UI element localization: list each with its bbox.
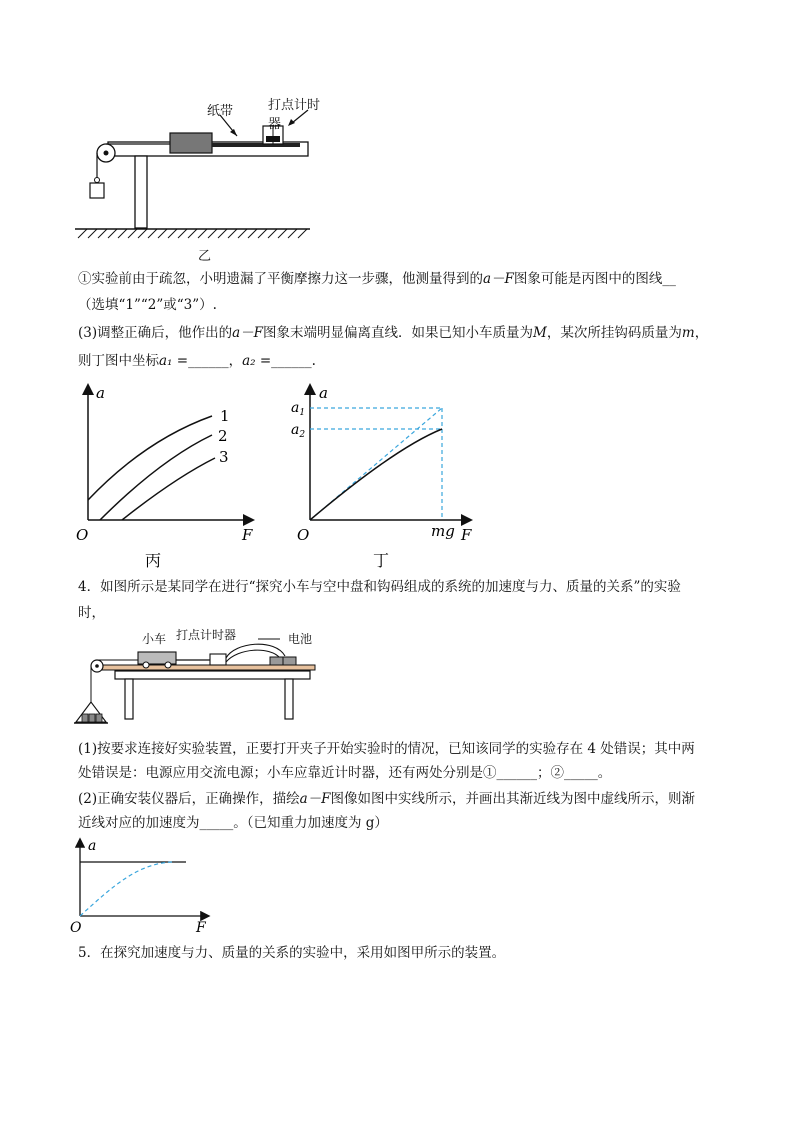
axis-y-label: a <box>88 838 97 854</box>
axis-x-label: F <box>242 526 253 544</box>
q3-text: ，某次所挂钩码质量为 <box>546 325 682 341</box>
q3-text: 图象可能是丙图中的图线__ <box>513 271 676 287</box>
line-3 <box>122 458 215 520</box>
blank-a2[interactable]: ______ <box>271 353 312 369</box>
graph-ding <box>285 378 485 578</box>
figure-yi-apparatus <box>70 90 330 265</box>
figure-bing-graph <box>70 378 265 578</box>
var-aF: a－F <box>232 325 264 341</box>
origin-label: O <box>297 526 310 544</box>
tick-a2-label: $a_2$ <box>291 422 306 440</box>
figure-q4-apparatus <box>70 628 330 730</box>
q4-text: 图像如图中实线所示，并画出其渐近线为图中虚线所示，则渐 <box>330 791 696 807</box>
var-m: m <box>681 325 695 341</box>
axis-y-label: a <box>96 384 105 402</box>
q3-text: ①实验前由于疏忽，小明遗漏了平衡摩擦力这一步骤，他测量得到的 <box>78 271 483 287</box>
axis-x-label: F <box>196 920 206 936</box>
line-1 <box>88 416 212 500</box>
figure-caption-yi: 乙 <box>198 249 212 264</box>
var-a2: a₂ = <box>242 353 272 369</box>
line-2 <box>100 435 212 520</box>
label-cart: 小车 <box>142 632 167 646</box>
tick-a1-label: $a_1$ <box>291 400 306 418</box>
figure-caption-ding: 丁 <box>373 551 390 570</box>
line-1-label: 1 <box>220 407 230 425</box>
q4-s1-line2: 处错误是：电源应用交流电源；小车应靠近计时器，还有两处分别是①______；②_____。 <box>78 765 612 781</box>
curve <box>80 862 173 916</box>
tick-mg-label: mg <box>431 522 455 540</box>
graph-q4 <box>68 836 218 936</box>
q3-text: ， <box>694 325 709 341</box>
q4-text: (2)正确安装仪器后，正确操作，描绘 <box>78 791 300 807</box>
label-battery: 电池 <box>288 632 313 646</box>
var-aF: a－F <box>483 271 514 287</box>
axis-x-label: F <box>461 526 472 544</box>
line-2-label: 2 <box>218 427 228 445</box>
curve <box>310 429 442 520</box>
q4-s2-line2: 近线对应的加速度为_____。（已知重力加速度为 g） <box>78 815 388 831</box>
q4-stem-line1: 4．如图所示是某同学在进行“探究小车与空中盘和钩码组成的系统的加速度与力、质量的关系”的实验 <box>78 579 681 595</box>
var-a1: a₁ = <box>159 353 189 369</box>
q3-text: 图象末端明显偏离直线．如果已知小车质量为 <box>263 325 534 341</box>
q4-s2-line1 <box>78 790 695 808</box>
label-timer: 打点计时器 <box>268 98 321 132</box>
blank-a1[interactable]: ______ <box>188 353 229 369</box>
q4-s1-line1: (1)按要求连接好实验装置，正要打开夹子开始实验时的情况，已知该同学的实验存在 4 处错误；其中两 <box>78 741 695 757</box>
label-paper-tape: 纸带 <box>207 104 234 119</box>
q3-line3 <box>78 324 708 342</box>
q3-text: . <box>311 353 316 369</box>
q5-stem: 5．在探究加速度与力、质量的关系的实验中，采用如图甲所示的装置。 <box>78 945 506 961</box>
axis-y-label: a <box>319 384 328 402</box>
graph-bing <box>70 378 265 578</box>
figure-q4-graph <box>68 836 218 936</box>
q3-line2: （选填“1”“2”或“3”）. <box>78 297 217 313</box>
figure-ding-graph <box>285 378 485 578</box>
label-timer-q4: 打点计时器 <box>176 628 237 642</box>
origin-label: O <box>76 526 89 544</box>
figure-caption-bing: 丙 <box>145 551 162 570</box>
q3-line4 <box>78 352 316 370</box>
q3-text: (3)调整正确后，他作出的 <box>78 325 233 341</box>
line-3-label: 3 <box>219 448 229 466</box>
q4-stem-line2: 时， <box>78 605 105 621</box>
q3-line1 <box>78 270 676 288</box>
var-aF: a－F <box>299 791 331 807</box>
var-M: M <box>533 325 547 341</box>
q3-text: 则丁图中坐标 <box>78 353 159 369</box>
origin-label: O <box>70 920 82 936</box>
q3-text: ， <box>228 353 243 369</box>
